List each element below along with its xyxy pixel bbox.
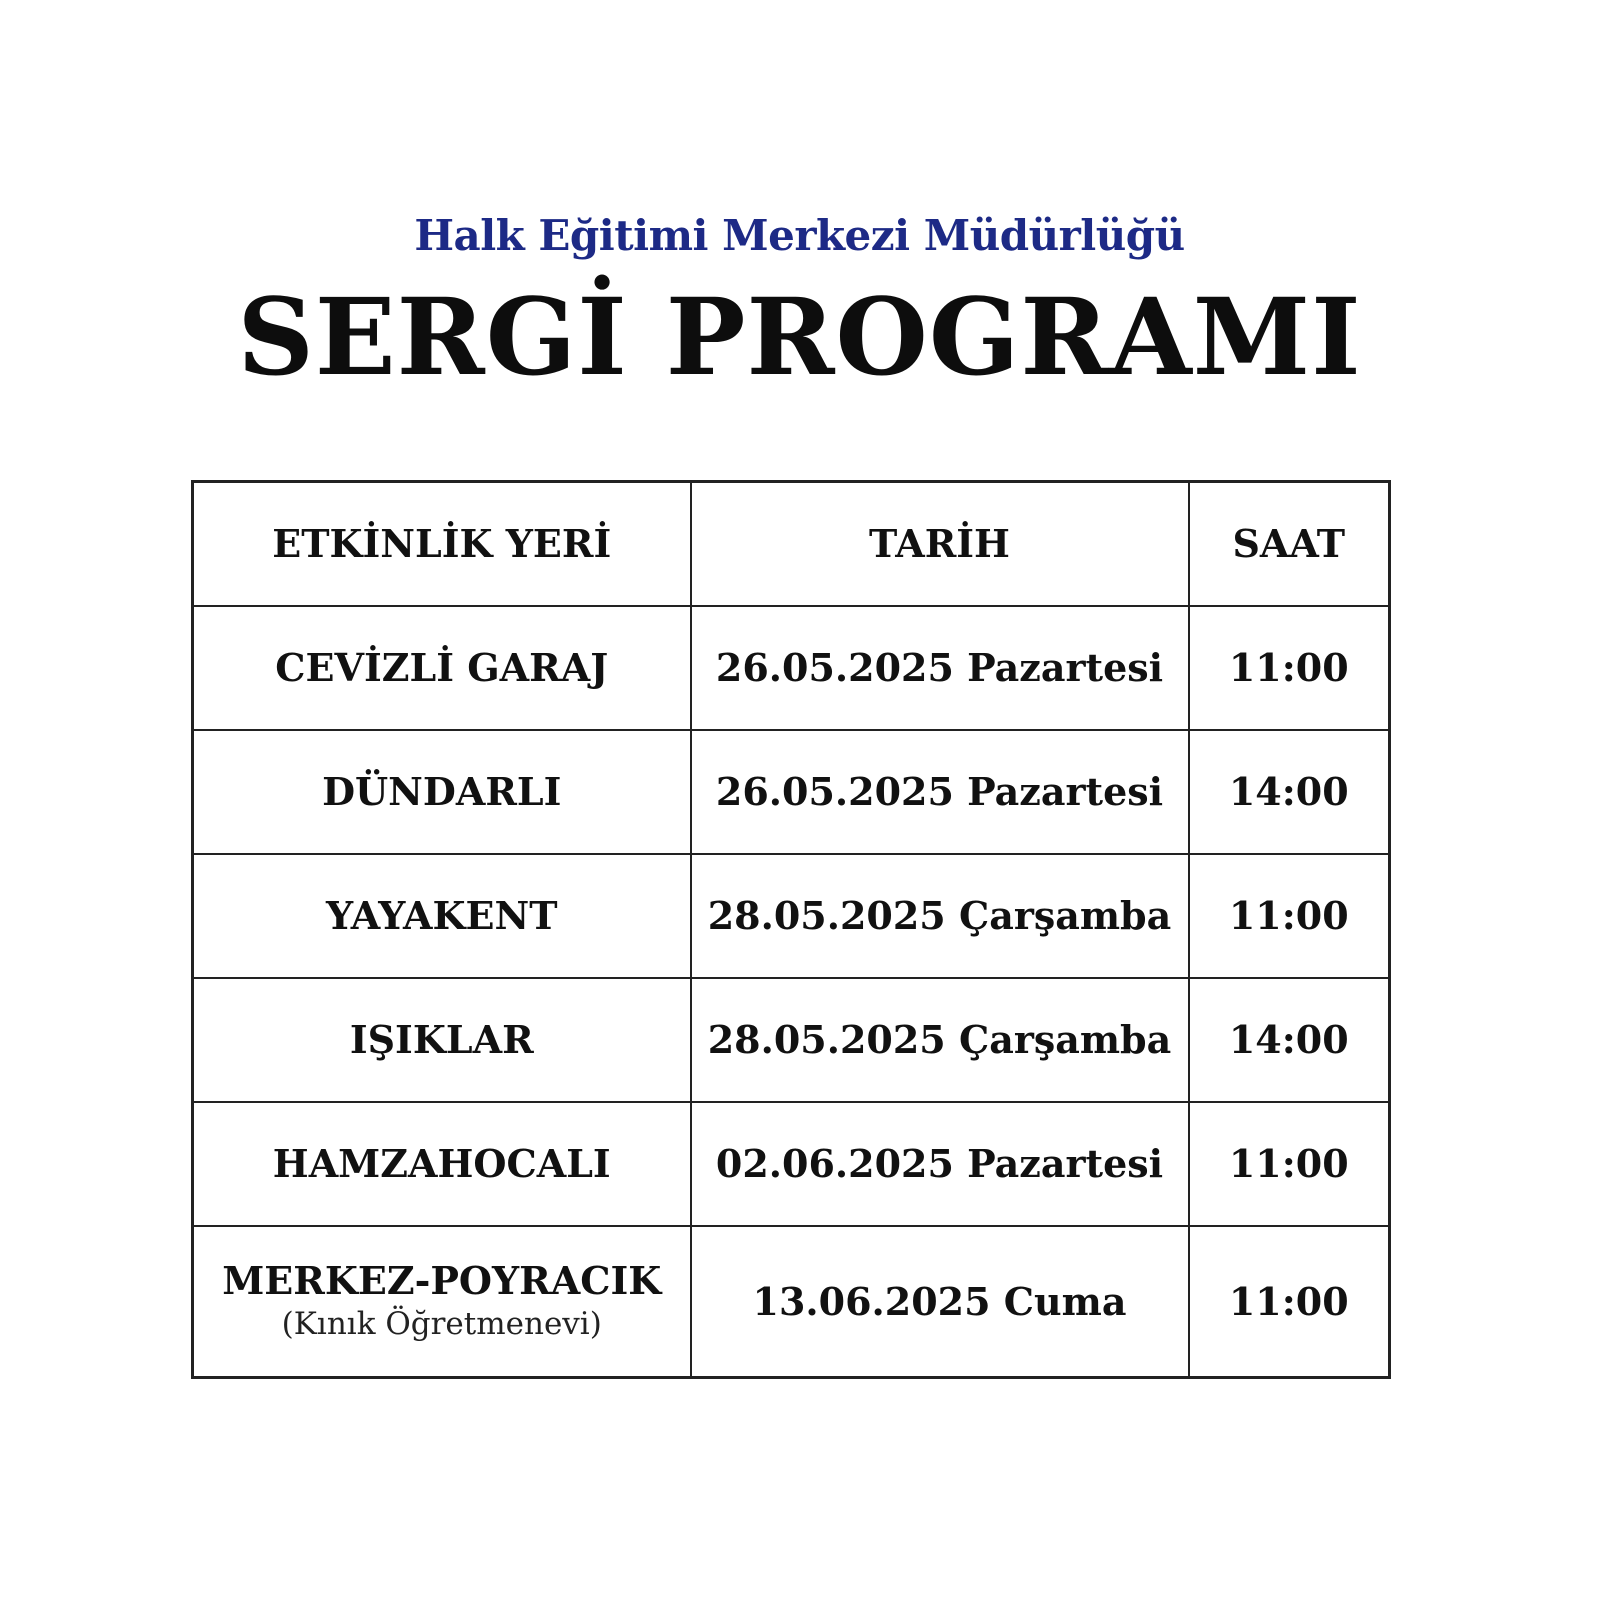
column-header-date: TARİH bbox=[691, 482, 1189, 606]
table-row bbox=[193, 730, 1390, 854]
cell-time: 14:00 bbox=[1189, 978, 1390, 1102]
table-header-row bbox=[193, 482, 1390, 606]
organization-subtitle: Halk Eğitimi Merkezi Müdürlüğü bbox=[414, 211, 1185, 260]
cell-place bbox=[193, 1102, 691, 1226]
cell-date: 28.05.2025 Çarşamba bbox=[691, 978, 1189, 1102]
cell-place bbox=[193, 606, 691, 730]
cell-date: 26.05.2025 Pazartesi bbox=[691, 730, 1189, 854]
cell-time: 11:00 bbox=[1189, 854, 1390, 978]
cell-place bbox=[193, 1226, 691, 1378]
cell-date: 28.05.2025 Çarşamba bbox=[691, 854, 1189, 978]
table-row bbox=[193, 606, 1390, 730]
place-name: CEVİZLİ GARAJ bbox=[275, 644, 609, 690]
column-header-place: ETKİNLİK YERİ bbox=[193, 482, 691, 606]
place-name: DÜNDARLI bbox=[322, 768, 562, 814]
cell-date: 26.05.2025 Pazartesi bbox=[691, 606, 1189, 730]
place-name: MERKEZ-POYRACIK bbox=[222, 1258, 662, 1304]
place-name: YAYAKENT bbox=[326, 892, 558, 938]
column-header-time: SAAT bbox=[1189, 482, 1390, 606]
cell-place bbox=[193, 730, 691, 854]
table-row bbox=[193, 978, 1390, 1102]
cell-date: 02.06.2025 Pazartesi bbox=[691, 1102, 1189, 1226]
cell-time: 14:00 bbox=[1189, 730, 1390, 854]
cell-time: 11:00 bbox=[1189, 606, 1390, 730]
cell-time: 11:00 bbox=[1189, 1226, 1390, 1378]
page-title: SERGİ PROGRAMI bbox=[237, 274, 1362, 399]
schedule-table bbox=[191, 480, 1391, 1379]
table-row bbox=[193, 1226, 1390, 1378]
cell-date: 13.06.2025 Cuma bbox=[691, 1226, 1189, 1378]
place-name: HAMZAHOCALI bbox=[272, 1140, 611, 1186]
place-note: (Kınık Öğretmenevi) bbox=[281, 1306, 602, 1343]
table-row bbox=[193, 1102, 1390, 1226]
cell-time: 11:00 bbox=[1189, 1102, 1390, 1226]
table-row bbox=[193, 854, 1390, 978]
cell-place bbox=[193, 854, 691, 978]
cell-place bbox=[193, 978, 691, 1102]
place-name: IŞIKLAR bbox=[349, 1016, 534, 1062]
